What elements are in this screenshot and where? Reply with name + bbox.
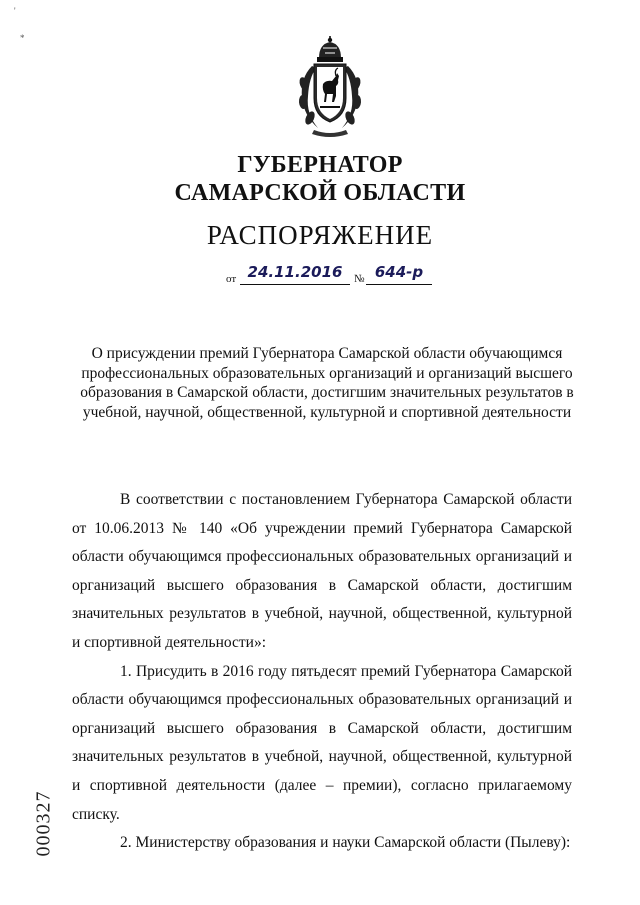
body-paragraph: 1. Присудить в 2016 году пятьдесят премий Губернатора Самарской области обучающимся профессиональных образовательных организаций и организаций высшего образования в Самарской области, достигшим значительных результатов в учебной, научной, общественной, культурной и спортивной деятельности (далее – премии), согласно прилагаемому списку. [72, 662, 572, 823]
date-label: от [226, 273, 237, 285]
document-type-heading: РАСПОРЯЖЕНИЕ [206, 220, 434, 250]
authority-title: ГУБЕРНАТОР [237, 152, 403, 178]
body-paragraph: 2. Министерству образования и науки Самарской области (Пылеву): [120, 834, 571, 852]
page-stamp [12, 790, 72, 860]
scan-mark: * [20, 33, 25, 43]
document-subject: О присуждении премий Губернатора Самарской области обучающимся профессиональных образовательных организаций и организаций высшего образования в Самарской области, достигшим значительных результатов в учебной, научной, общественной, культурной и спортивной деятельности [80, 345, 574, 421]
date-number-line [226, 262, 446, 286]
scan-mark: ' [14, 6, 16, 16]
shield-icon [314, 64, 346, 122]
crown-icon [317, 36, 343, 62]
ribbon-icon [312, 130, 348, 137]
number-label: № [354, 273, 365, 285]
number-field: 644-р [366, 262, 432, 285]
body-paragraph: В соответствии с постановлением Губернатора Самарской области от 10.06.2013 № 140 «Об учреждении премий Губернатора Самарской области обучающимся профессиональных образовательных организаций и организаций высшего образования в Самарской области, достигшим значительных результатов в учебной, научной, общественной, культурной и спортивной деятельности»: [72, 491, 572, 651]
date-field: 24.11.2016 [240, 262, 350, 285]
page-stamp-number: 000327 [32, 790, 55, 857]
document-body [72, 486, 572, 858]
authority-region: САМАРСКОЙ ОБЛАСТИ [174, 180, 466, 206]
coat-of-arms-icon [292, 36, 368, 138]
